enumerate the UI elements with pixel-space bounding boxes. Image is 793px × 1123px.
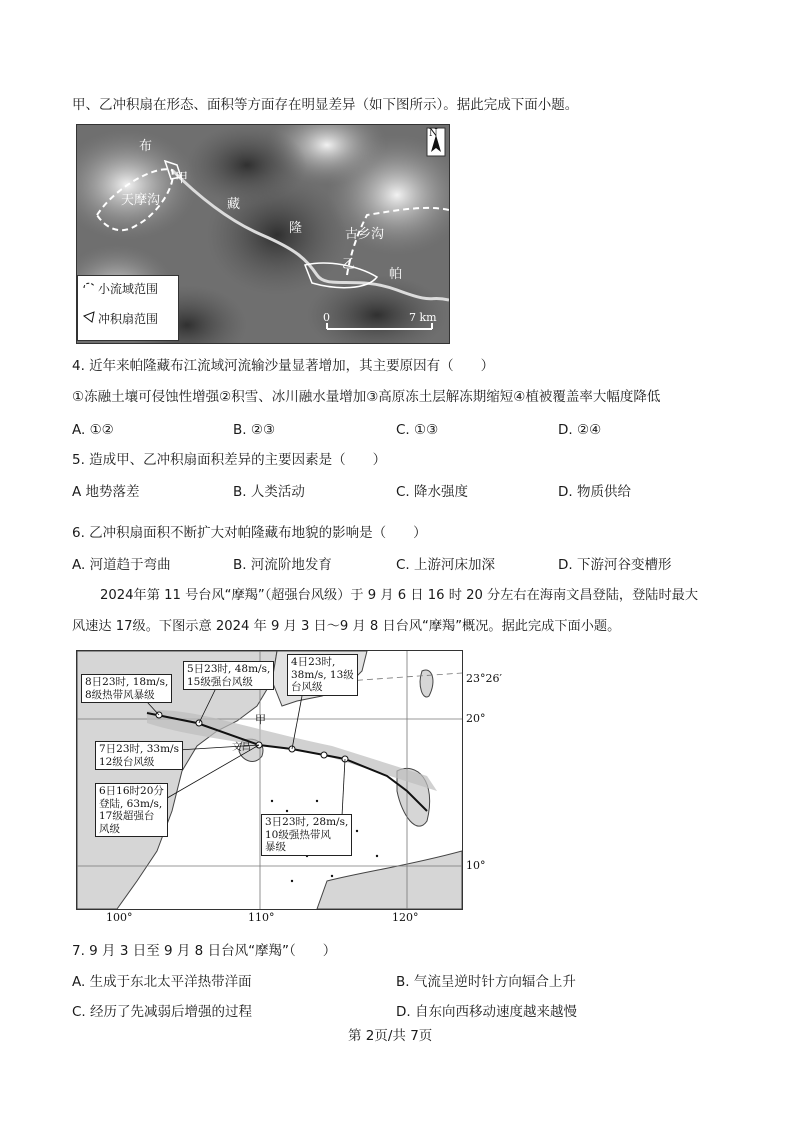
annotation-day4: 4日23时, 38m/s, 13级 台风级: [287, 654, 358, 696]
typhoon-intro-line2: 风速达 17级。下图示意 2024 年 9 月 3 日～9 月 8 日台风“摩羯”概况。据此完成下面小题。: [72, 619, 621, 634]
intro-text: 甲、乙冲积扇在形态、面积等方面存在明显差异（如下图所示）。据此完成下面小题。: [72, 97, 579, 113]
label-long: 隆: [289, 221, 303, 236]
q6-option-b[interactable]: B. 河流阶地发育: [233, 557, 332, 573]
q6-option-d[interactable]: D. 下游河谷变槽形: [558, 557, 672, 573]
q7-stem: 7. 9 月 3 日至 9 月 8 日台风“摩羯”（ ）: [72, 943, 337, 959]
lon-label-120: 120°: [392, 911, 419, 924]
q6-option-a[interactable]: A. 河道趋于弯曲: [72, 557, 171, 573]
scale-distance: 7 km: [409, 311, 437, 324]
legend-watershed: 小流域范围: [98, 282, 159, 296]
annotation-day3: 3日23时, 28m/s, 10级强热带风 暴级: [261, 814, 352, 856]
lat-label-20: 20°: [466, 712, 486, 725]
q4-option-b[interactable]: B. ②③: [233, 422, 276, 438]
label-pa: 帕: [389, 267, 403, 282]
label-bu: 布: [139, 139, 153, 154]
alluvial-fan-map: [76, 124, 450, 344]
q7-option-b[interactable]: B. 气流呈逆时针方向辐合上升: [396, 974, 576, 990]
label-tianmogou: 天摩沟: [121, 193, 161, 208]
map-legend: [77, 275, 179, 341]
annotation-day6-landfall: 6日16时20分 登陆, 63m/s, 17级超强台 风级: [95, 783, 168, 837]
annotation-day8: 8日23时, 18m/s, 8级热带风暴级: [81, 674, 172, 703]
place-wenchang: 文昌: [232, 742, 252, 753]
q6-stem: 6. 乙冲积扇面积不断扩大对帕隆藏布地貌的影响是（ ）: [72, 525, 427, 541]
q4-choices: ①冻融土壤可侵蚀性增强②积雪、冰川融水量增加③高原冻土层解冻期缩短④植被覆盖率大幅度降低: [72, 389, 661, 405]
q7-option-a[interactable]: A. 生成于东北太平洋热带洋面: [72, 974, 252, 990]
legend-fan: 冲积扇范围: [98, 312, 159, 326]
q5-option-a[interactable]: A 地势落差: [72, 484, 140, 500]
q5-option-b[interactable]: B. 人类活动: [233, 484, 305, 500]
label-guxianggou: 古乡沟: [345, 227, 385, 242]
label-yi: 乙: [342, 257, 356, 272]
q4-stem: 4. 近年来帕隆藏布江流域河流输沙量显著增加，其主要原因有（ ）: [72, 358, 495, 374]
q7-option-c[interactable]: C. 经历了先减弱后增强的过程: [72, 1004, 253, 1020]
place-jia: 甲: [255, 713, 266, 726]
annotation-day5: 5日23时, 48m/s, 15级强台风级: [183, 661, 274, 690]
north-arrow-icon: N: [429, 128, 438, 139]
q5-option-d[interactable]: D. 物质供给: [558, 484, 631, 500]
q4-option-c[interactable]: C. ①③: [396, 422, 439, 438]
lon-label-110: 110°: [248, 911, 275, 924]
lat-label-tropic: 23°26′: [466, 672, 502, 685]
q7-option-d[interactable]: D. 自东向西移动速度越来越慢: [396, 1004, 577, 1020]
typhoon-intro-line1: 2024年第 11 号台风“摩羯”（超强台风级）于 9 月 6 日 16 时 20 分左右在海南文昌登陆，登陆时最大: [100, 588, 699, 603]
page-footer: 第 2页/共 7页: [348, 1028, 433, 1044]
lon-label-100: 100°: [106, 911, 133, 924]
q5-option-c[interactable]: C. 降水强度: [396, 484, 469, 500]
q6-option-c[interactable]: C. 上游河床加深: [396, 557, 496, 573]
label-zang: 藏: [227, 197, 241, 212]
lat-label-10: 10°: [466, 859, 486, 872]
typhoon-track-map: [76, 650, 463, 910]
q4-option-a[interactable]: A. ①②: [72, 422, 114, 438]
label-jia: 甲: [175, 171, 189, 186]
annotation-day7: 7日23时, 33m/s 12级台风级: [95, 741, 183, 770]
scale-zero: 0: [323, 311, 330, 324]
q5-stem: 5. 造成甲、乙冲积扇面积差异的主要因素是（ ）: [72, 452, 387, 468]
q4-option-d[interactable]: D. ②④: [558, 422, 602, 438]
